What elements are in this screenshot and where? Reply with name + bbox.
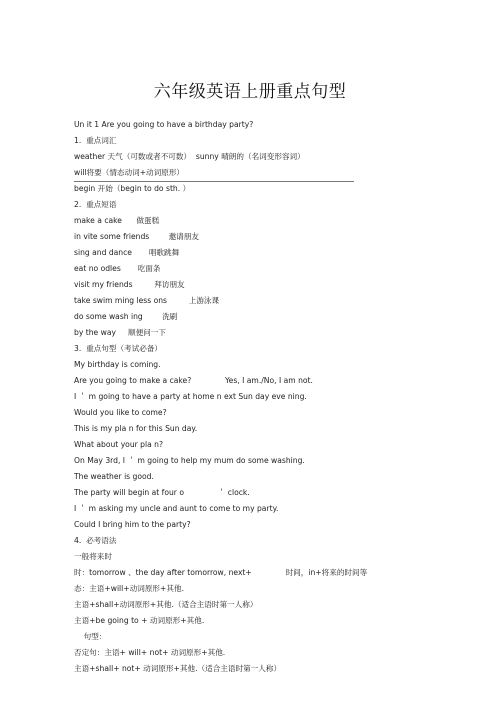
section-heading-sentences: 3. 重点句型（考试必备）: [74, 344, 163, 353]
phrase-line: visit my friends 拜访朋友: [74, 280, 185, 289]
grammar-line: 主语+be going to + 动词原形+其他.: [74, 616, 205, 625]
phrase-line: sing and dance 唱歌跳舞: [74, 248, 180, 257]
section-heading-vocabulary: 1. 重点词汇: [74, 136, 117, 145]
sentence-line: Would you like to come?: [74, 408, 167, 417]
sentence-line: Could I bring him to the party?: [74, 520, 191, 529]
sentence-line: I ＇ m asking my uncle and aunt to come to my party.: [74, 504, 279, 513]
document-title: 六年级英语上册重点句型: [153, 82, 347, 102]
sentence-line: This is my pla n for this Sun day.: [74, 424, 198, 433]
grammar-line: 主语+shall+ not+ 动词原形+其他.（适合主语时第一人称）: [74, 664, 282, 673]
sentence-line: The party will begin at four o ＇ clock.: [74, 488, 250, 497]
phrase-line: in vite some friends 邀请朋友: [74, 232, 199, 241]
phrase-line: do some wash ing 洗刷: [74, 312, 178, 321]
sentence-line: On May 3rd, I ＇ m going to help my mum do some washing.: [74, 456, 305, 465]
phrase-line: by the way 顺便问一下: [74, 328, 166, 337]
vocabulary-line: begin 开始（begin to do sth. ）: [74, 184, 191, 193]
grammar-line: 句型：: [74, 632, 107, 641]
grammar-line: 态：主语+will+动词原形+其他.: [74, 584, 184, 593]
unit-heading: Un it 1 Are you going to have a birthday party?: [74, 120, 254, 129]
grammar-line: 主语+shall+动词原形+其他.（适合主语时第一人称）: [74, 600, 258, 609]
vocabulary-line: will将要（情态动词+动词原形）: [74, 168, 185, 177]
sentence-line: Are you going to make a cake? Yes, I am./No, I am not.: [74, 376, 313, 385]
section-heading-phrases: 2. 重点短语: [74, 200, 117, 209]
sentence-line: What about your pla n?: [74, 440, 164, 449]
grammar-line: 一般将来时: [74, 552, 112, 561]
sentence-line: My birthday is coming.: [74, 360, 161, 369]
phrase-line: take swim ming less ons 上游泳课: [74, 296, 220, 305]
sentence-line: The weather is good.: [74, 472, 154, 481]
grammar-line: 否定句：主语+ will+ not+ 动词原形+其他.: [74, 648, 226, 657]
phrase-line: make a cake 做蛋糕: [74, 216, 160, 225]
sentence-line: I ＇ m going to have a party at home n ext Sun day eve ning.: [74, 392, 307, 401]
phrase-line: eat no odles 吃面条: [74, 264, 161, 273]
divider-line: [74, 181, 354, 182]
grammar-line: 时：tomorrow 、the day after tomorrow, next+ 时间，in+将来的时间等: [74, 568, 368, 577]
vocabulary-line: weather 天气（可数或者不可数） sunny 晴朗的（名词变形容词）: [74, 152, 305, 161]
section-heading-grammar: 4. 必考语法: [74, 536, 117, 545]
